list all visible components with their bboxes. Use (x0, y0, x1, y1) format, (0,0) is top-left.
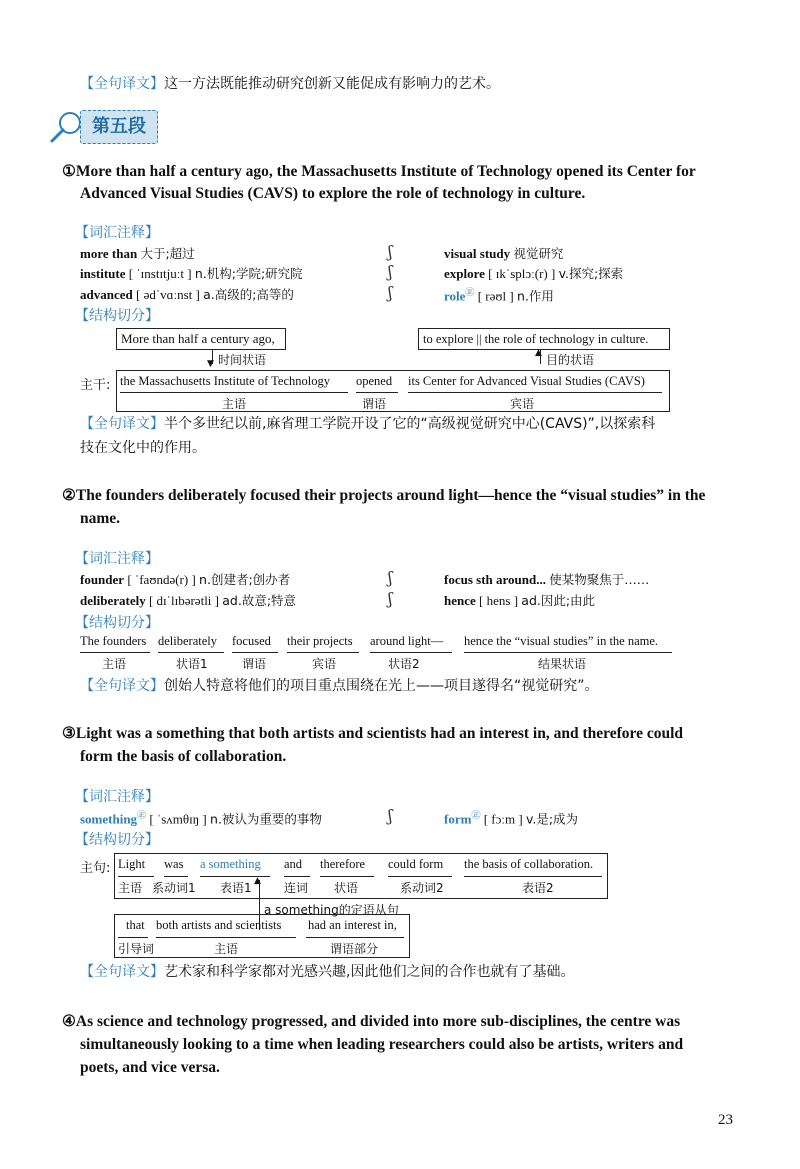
vocab-item (444, 808, 578, 827)
vocab-meaning: ad.故意;特意 (222, 593, 297, 608)
wave-divider: ʃ (388, 568, 393, 587)
sub-clause-part: had an interest in, (308, 918, 397, 932)
underline (306, 937, 404, 938)
sentence-2-translation (80, 674, 599, 698)
underline (388, 876, 452, 877)
sentence-4-line2: simultaneously looking to a time when leading researchers could also be artists, writers and (80, 1036, 684, 1053)
vocab-word: advanced (80, 287, 133, 302)
vocab-tag: 【词汇注释】 (75, 225, 159, 241)
vocab-item (80, 808, 322, 827)
structure-label: 状语 (334, 881, 359, 895)
underline (356, 392, 398, 393)
translation-text: 创始人特意将他们的项目重点围绕在光上——项目遂得名“视觉研究”。 (164, 678, 599, 694)
vocab-phonetic: [ ˈɪnstɪtjuːt ] (128, 266, 192, 281)
subject-text: the Massachusetts Institute of Technology (120, 374, 330, 388)
translation-text: 这一方法既能推动研究创新又能促成有影响力的艺术。 (164, 76, 500, 92)
time-adverbial-label: 时间状语 (218, 353, 267, 367)
vocab-meaning: 视觉研究 (513, 246, 564, 261)
vocab-item (80, 244, 195, 262)
vocab-item (444, 570, 649, 588)
structure-part: Light (118, 857, 146, 871)
structure-part: focused (232, 634, 271, 648)
sentence-number: ① (62, 163, 76, 180)
section-title: 第五段 (80, 110, 158, 144)
verb-label: 谓语 (362, 397, 387, 411)
arrow-down-icon: ▼ (207, 359, 214, 369)
translation-tag: 【全句译文】 (80, 678, 164, 694)
wave-divider: ʃ (388, 806, 393, 825)
vocab-phonetic: [ ˈsʌmθɪŋ ] (149, 811, 207, 827)
structure-part: their projects (287, 634, 353, 648)
structure-part: the basis of collaboration. (464, 857, 594, 871)
sentence-2-line2: name. (80, 510, 121, 527)
sentence-number: ③ (62, 725, 76, 742)
purpose-adverbial-box: to explore || the role of technology in culture. (418, 328, 670, 350)
sub-clause-label: 谓语部分 (330, 942, 379, 956)
vocab-word: founder (80, 572, 125, 587)
translation-tag: 【全句译文】 (80, 76, 164, 92)
time-adverbial-box: More than half a century ago, (116, 328, 286, 350)
vocab-meaning: ad.因此;由此 (521, 593, 596, 608)
key-word-icon: ㊣ (465, 287, 475, 297)
vocab-phonetic: [ dɪˈlɪbərətli ] (148, 593, 219, 608)
structure-tag: 【结构切分】 (75, 308, 159, 324)
structure-part: could form (388, 857, 444, 871)
structure-part-highlight: a something (200, 857, 261, 871)
vocab-tag: 【词汇注释】 (75, 551, 159, 567)
vocab-word: institute (80, 266, 126, 281)
structure-tag: 【结构切分】 (75, 615, 159, 631)
vocab-word: form (444, 811, 472, 827)
structure-tag: 【结构切分】 (75, 832, 159, 848)
vocab-tag: 【词汇注释】 (75, 789, 159, 805)
translation-text: 艺术家和科学家都对光感兴趣,因此他们之间的合作也就有了基础。 (164, 964, 575, 980)
structure-label: 表语1 (220, 881, 252, 895)
translation-tag: 【全句译文】 (80, 416, 164, 432)
vocab-item (80, 285, 294, 303)
wave-divider: ʃ (388, 283, 393, 302)
vocab-meaning: n.被认为重要的事物 (210, 811, 322, 827)
structure-label: 宾语 (312, 657, 337, 671)
main-clause-label: 主句: (80, 861, 111, 876)
sentence-line: As science and technology progressed, and divided into more sub-disciplines, the centre was (75, 1013, 681, 1030)
structure-part: was (164, 857, 184, 871)
underline (164, 876, 188, 877)
structure-part: hence the “visual studies” in the name. (464, 634, 659, 648)
vocab-phonetic: [ rəʊl ] (477, 288, 514, 304)
vocab-word: role (444, 288, 466, 304)
sentence-3-translation (80, 960, 574, 984)
vocab-phonetic: [ hens ] (479, 593, 519, 608)
structure-part: around light— (370, 634, 444, 648)
structure-part: and (284, 857, 303, 871)
underline (284, 876, 310, 877)
sentence-1-line2: Advanced Visual Studies (CAVS) to explore the role of technology in culture. (80, 185, 586, 202)
vocab-meaning: n.创建者;创办者 (199, 572, 291, 587)
vocab-word: something (80, 811, 138, 827)
underline (118, 937, 148, 938)
structure-part: therefore (320, 857, 366, 871)
structure-label: 连词 (284, 881, 309, 895)
sentence-number: ④ (62, 1013, 76, 1030)
underline (370, 652, 452, 653)
sentence-4 (62, 1010, 680, 1033)
arrow-up-icon: ▲ (535, 348, 542, 358)
vocab-meaning: v.探究;探索 (558, 266, 624, 281)
vocab-item (444, 244, 563, 262)
vocab-word: more than (80, 246, 138, 261)
sub-clause-part: that (126, 918, 145, 932)
wave-divider: ʃ (388, 262, 393, 281)
subject-label: 主语 (222, 397, 247, 411)
sentence-3 (62, 722, 683, 745)
sentence-line: More than half a century ago, the Massachusetts Institute of Technology opened its Center for (75, 163, 696, 180)
vocab-word: explore (444, 266, 485, 281)
magnifier-icon (48, 110, 84, 148)
underline (120, 392, 348, 393)
main-clause-label: 主干: (80, 378, 111, 393)
vocab-meaning: a.高级的;高等的 (203, 287, 294, 302)
attributive-clause-label: a something的定语从句 (264, 903, 399, 917)
underline (287, 652, 359, 653)
vocab-item (444, 591, 595, 609)
vocab-meaning: 大于;超过 (140, 246, 195, 261)
underline (232, 652, 278, 653)
structure-part: The founders (80, 634, 147, 648)
vocab-phonetic: [ ˈfaʊndə(r) ] (127, 572, 196, 587)
verb-text: opened (356, 374, 393, 388)
sentence-1-translation-line2: 技在文化中的作用。 (80, 440, 206, 456)
underline (464, 876, 602, 877)
vocab-item (80, 570, 290, 588)
vocab-word: focus sth around... (444, 572, 546, 587)
underline (320, 876, 374, 877)
vocab-word: deliberately (80, 593, 146, 608)
structure-label: 谓语 (242, 657, 267, 671)
sentence-4-line3: poets, and vice versa. (80, 1059, 220, 1076)
vocab-phonetic: [ ɪkˈsplɔː(r) ] (488, 266, 556, 281)
vocab-phonetic: [ fɔːm ] (483, 811, 523, 827)
vocab-word: hence (444, 593, 476, 608)
underline (156, 937, 296, 938)
key-word-icon: ㊣ (137, 810, 147, 820)
underline (80, 652, 150, 653)
vocab-meaning: n.机构;学院;研究院 (194, 266, 303, 281)
wave-divider: ʃ (388, 242, 393, 261)
structure-part: deliberately (158, 634, 217, 648)
structure-label: 主语 (118, 881, 143, 895)
vocab-meaning: n.作用 (516, 288, 554, 304)
structure-label: 主语 (102, 657, 127, 671)
translation-tag: 【全句译文】 (80, 964, 164, 980)
object-text: its Center for Advanced Visual Studies (CAVS) (408, 374, 645, 388)
vocab-item (444, 285, 554, 304)
vocab-meaning: 使某物聚焦于…… (549, 572, 650, 587)
sub-clause-label: 主语 (214, 942, 239, 956)
vocab-item (80, 591, 296, 609)
vocab-item (444, 264, 623, 282)
sentence-3-line2: form the basis of collaboration. (80, 748, 287, 765)
underline (118, 876, 154, 877)
sentence-1-translation (80, 412, 655, 436)
vocab-meaning: v.是;成为 (525, 811, 579, 827)
key-word-icon: ㊣ (471, 810, 481, 820)
translation-text: 半个多世纪以前,麻省理工学院开设了它的“高级视觉研究中心(CAVS)”,以探索科 (164, 416, 656, 432)
p1-translation (80, 72, 500, 96)
structure-label: 系动词1 (152, 881, 196, 895)
object-label: 宾语 (510, 397, 535, 411)
underline (158, 652, 224, 653)
vocab-word: visual study (444, 246, 511, 261)
purpose-adverbial-label: 目的状语 (546, 353, 595, 367)
sentence-line: Light was a something that both artists and scientists had an interest in, and therefore could (75, 725, 684, 742)
sub-clause-part: both artists and scientists (156, 918, 282, 932)
arrow-up-icon: ▲ (254, 876, 261, 886)
page-number: 23 (718, 1112, 733, 1128)
sentence-1 (62, 160, 696, 183)
underline (464, 652, 672, 653)
sentence-number: ② (62, 487, 76, 504)
structure-label: 结果状语 (538, 657, 587, 671)
structure-label: 系动词2 (400, 881, 444, 895)
wave-divider: ʃ (388, 589, 393, 608)
structure-label: 表语2 (522, 881, 554, 895)
vocab-item (80, 264, 303, 282)
sentence-2 (62, 484, 705, 507)
underline (408, 392, 662, 393)
vocab-phonetic: [ ədˈvɑːnst ] (135, 287, 200, 302)
sentence-line: The founders deliberately focused their projects around light—hence the “visual studies” in the (75, 487, 706, 504)
structure-label: 状语2 (388, 657, 420, 671)
structure-label: 状语1 (176, 657, 208, 671)
sub-clause-label: 引导词 (118, 942, 155, 956)
